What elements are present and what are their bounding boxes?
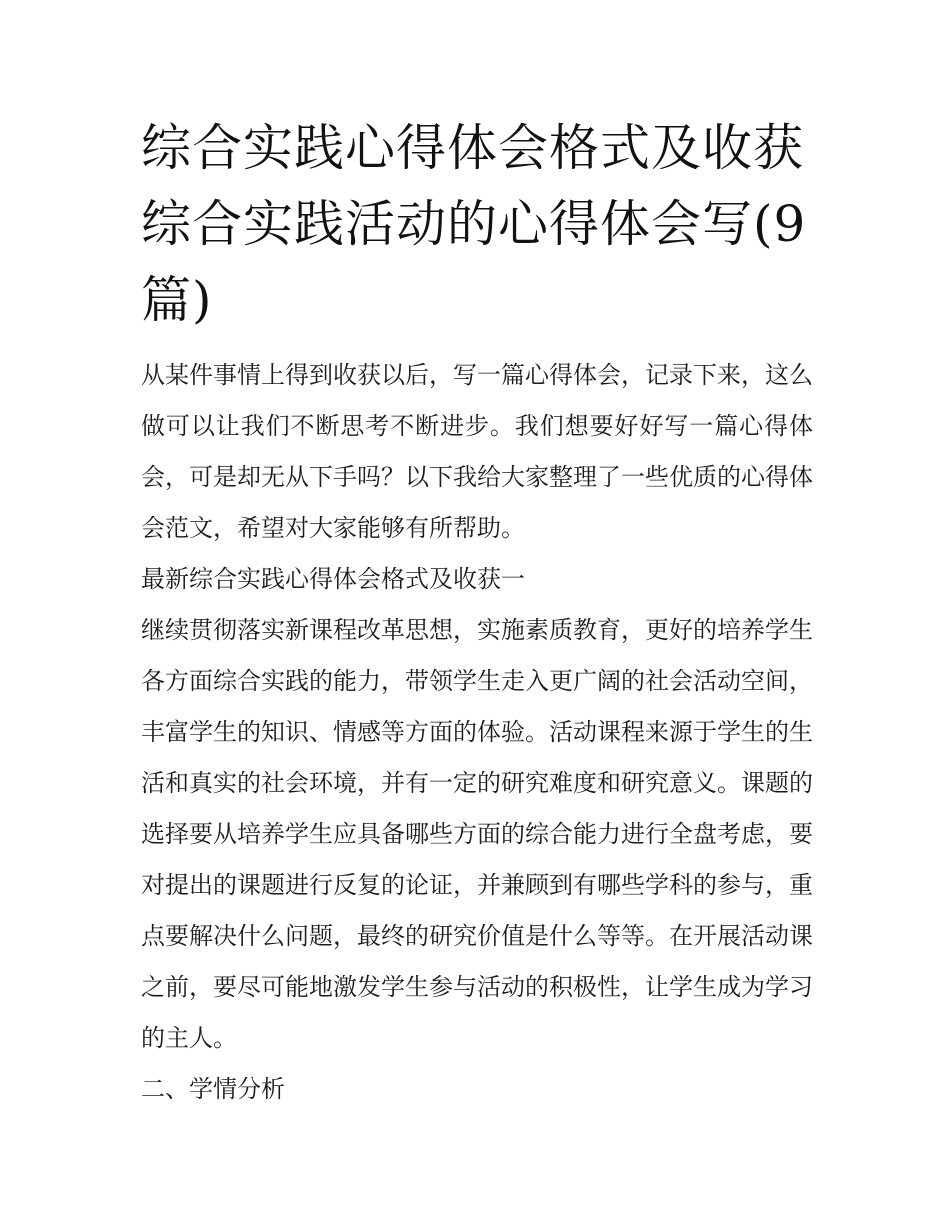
body-paragraph: 继续贯彻落实新课程改革思想，实施素质教育，更好的培养学生各方面综合实践的能力，带领学生走入更广阔的社会活动空间，丰富学生的知识、情感等方面的体验。活动课程来源于学生的生活和真实的社会环境，并有一定的研究难度和研究意义。课题的选择要从培养学生应具备哪些方面的综合能力进行全盘考虑，要对提出的课题进行反复的论证，并兼顾到有哪些学科的参与，重点要解决什么问题，最终的研究价值是什么等等。在开展活动课之前，要尽可能地激发学生参与活动的积极性，让学生成为学习的主人。: [141, 616, 813, 1052]
document-title: 综合实践心得体会格式及收获综合实践活动的心得体会写(9篇): [141, 119, 807, 329]
document-page: [141, 110, 813, 1115]
subheading-learning-analysis: 二、学情分析: [141, 1075, 285, 1103]
intro-paragraph: 从某件事情上得到收获以后，写一篇心得体会，记录下来，这么做可以让我们不断思考不断进步。我们想要好好写一篇心得体会，可是却无从下手吗？以下我给大家整理了一些优质的心得体会范文，希望对大家能够有所帮助。: [141, 361, 813, 542]
section-heading: 最新综合实践心得体会格式及收获一: [141, 565, 525, 593]
